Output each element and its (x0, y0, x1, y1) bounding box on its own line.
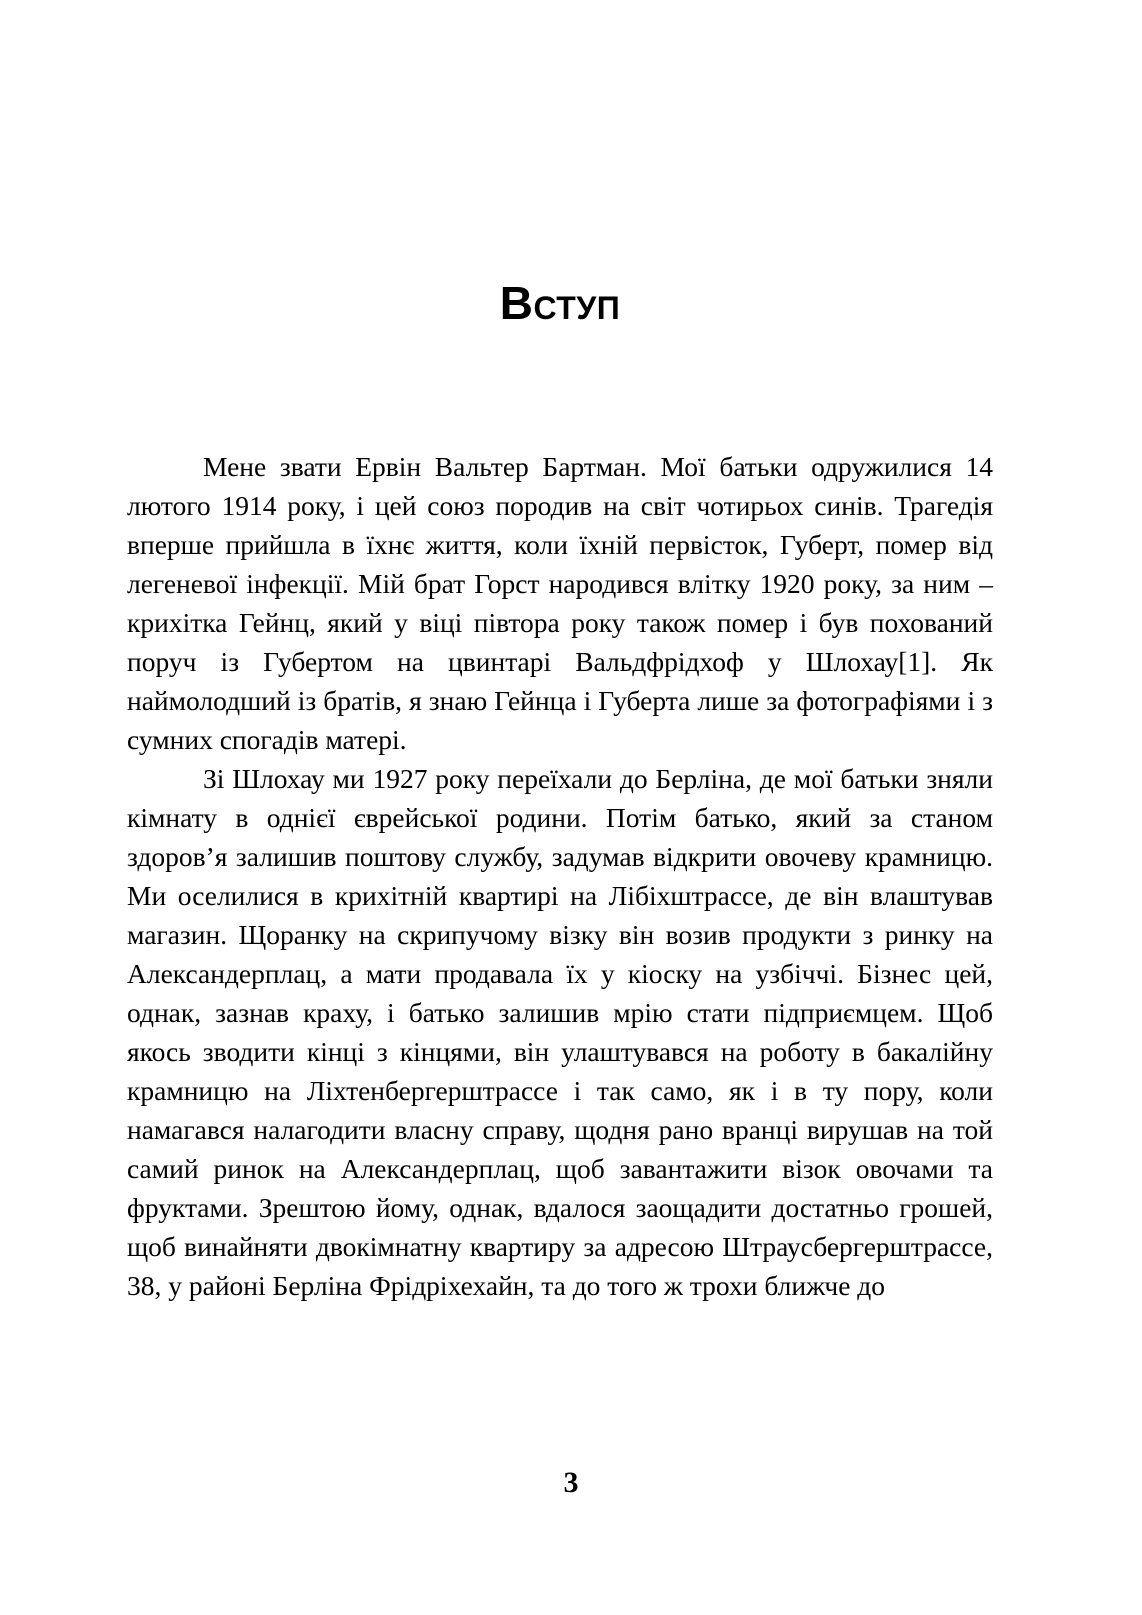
page-number: 3 (563, 1466, 579, 1499)
paragraph-1: Мене звати Ервін Вальтер Бартман. Мої батьки одружилися 14 лютого 1914 року, і цей союз породив на світ чотирьох синів. Трагедія вперше прийшла в їхнє життя, коли їхній первісток, Губерт, помер від легеневої інфекції. Мій брат Горст народився влітку 1920 року, за ним – крихітка Гейнц, який у віці півтора року також помер і був похований поруч із Губертом на цвинтарі Вальдфрідхоф у Шлохау[1]. Як наймолодший із братів, я знаю Гейнца і Губерта лише за фотографіями і з сумних спогадів матері. (127, 451, 993, 755)
body-text (127, 447, 993, 1305)
chapter-heading: Вступ (499, 277, 621, 329)
paragraph-2: Зі Шлохау ми 1927 року переїхали до Берліна, де мої батьки зняли кімнату в однієї єврейської родини. Потім батько, який за станом здоров’я залишив поштову службу, задумав відкрити овочеву крамницю. Ми оселилися в крихітній квартирі на Лібіхштрассе, де він влаштував магазин. Щоранку на скрипучому візку він возив продукти з ринку на Александерплац, а мати продавала їх у кіоску на узбіччі. Бізнес цей, однак, зазнав краху, і батько залишив мрію стати підприємцем. Щоб якось зводити кінці з кінцями, він улаштувався на роботу в бакалійну крамницю на Ліхтенбергерштрассе і так само, як і в ту пору, коли намагався налагодити власну справу, щодня рано вранці вирушав на той самий ринок на Александерплац, щоб завантажити візок овочами та фруктами. Зрештою йому, однак, вдалося заощадити достатньо грошей, щоб винайняти двокімнатну квартиру за адресою Штраусбергерштрассе, 38, у районі Берліна Фрідріхехайн, та до того ж трохи ближче до (127, 763, 993, 1301)
